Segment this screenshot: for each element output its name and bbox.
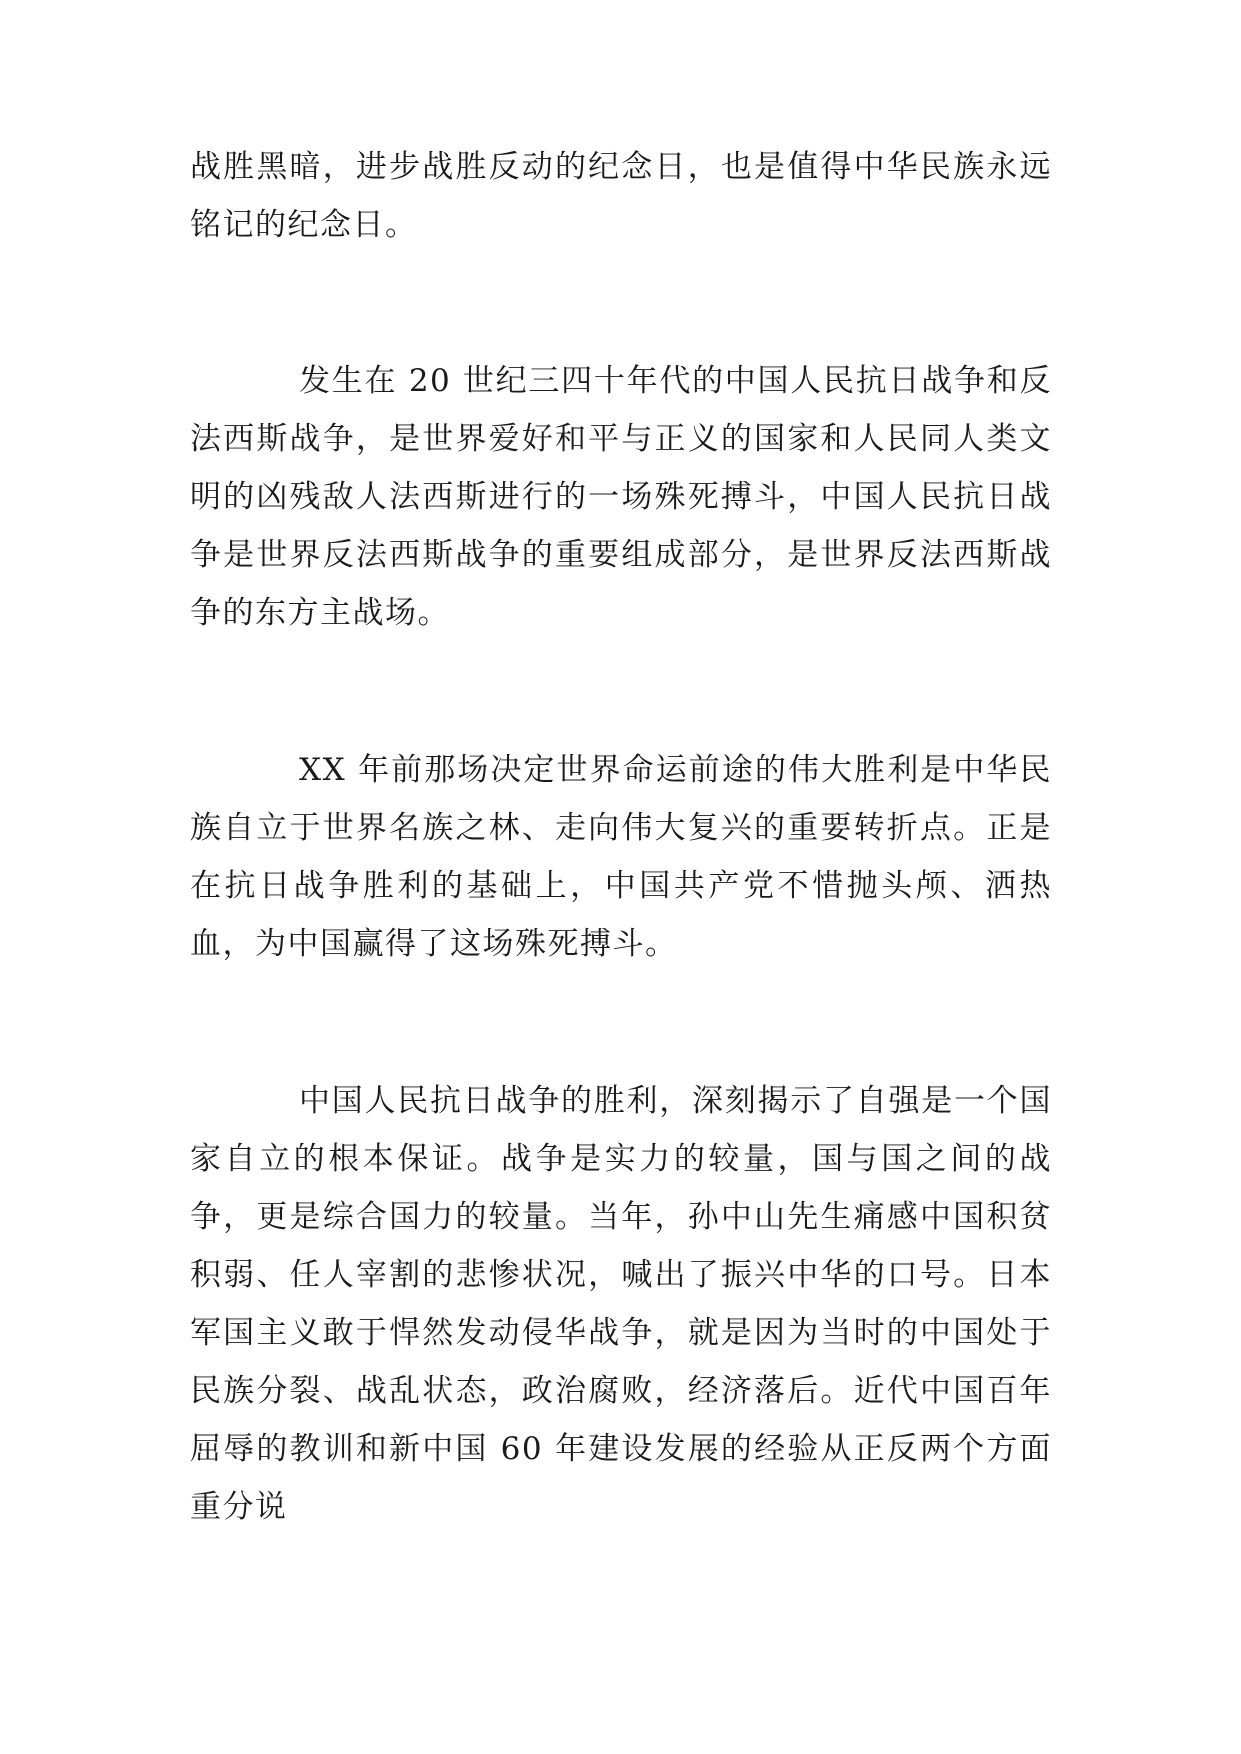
- paragraph-text: 中国人民抗日战争的胜利，深刻揭示了自强是一个国家自立的根本保证。战争是实力的较量，国与国之间的战争，更是综合国力的较量。当年，孙中山先生痛感中国积贫积弱、任人宰割的悲惨状况，喊出了振兴中华的口号。日本军国主义敢于悍然发动侵华战争，就是因为当时的中国处于民族分裂、战乱状态，政治腐败，经济落后。近代中国百年屈辱的教训和新中国 60 年建设发展的经验从正反两个方面重分说: [190, 1083, 1052, 1525]
- paragraph-text: 战胜黑暗，进步战胜反动的纪念日，也是值得中华民族永远铭记的纪念日。: [190, 149, 1052, 243]
- paragraph-text: XX 年前那场决定世界命运前途的伟大胜利是中华民族自立于世界名族之林、走向伟大复兴的重要转折点。正是在抗日战争胜利的基础上，中国共产党不惜抛头颅、洒热血，为中国赢得了这场殊死搏斗。: [190, 752, 1052, 962]
- paragraph-ww2-context: [190, 352, 1052, 642]
- paragraph-turning-point: [190, 741, 1052, 973]
- paragraph-continuation: [190, 138, 1052, 254]
- paragraph-text: 发生在 20 世纪三四十年代的中国人民抗日战争和反法西斯战争，是世界爱好和平与正义的国家和人民同人类文明的凶残敌人法西斯进行的一场殊死搏斗，中国人民抗日战争是世界反法西斯战争的重要组成部分，是世界反法西斯战争的东方主战场。: [190, 363, 1052, 631]
- paragraph-self-reliance: [190, 1072, 1052, 1536]
